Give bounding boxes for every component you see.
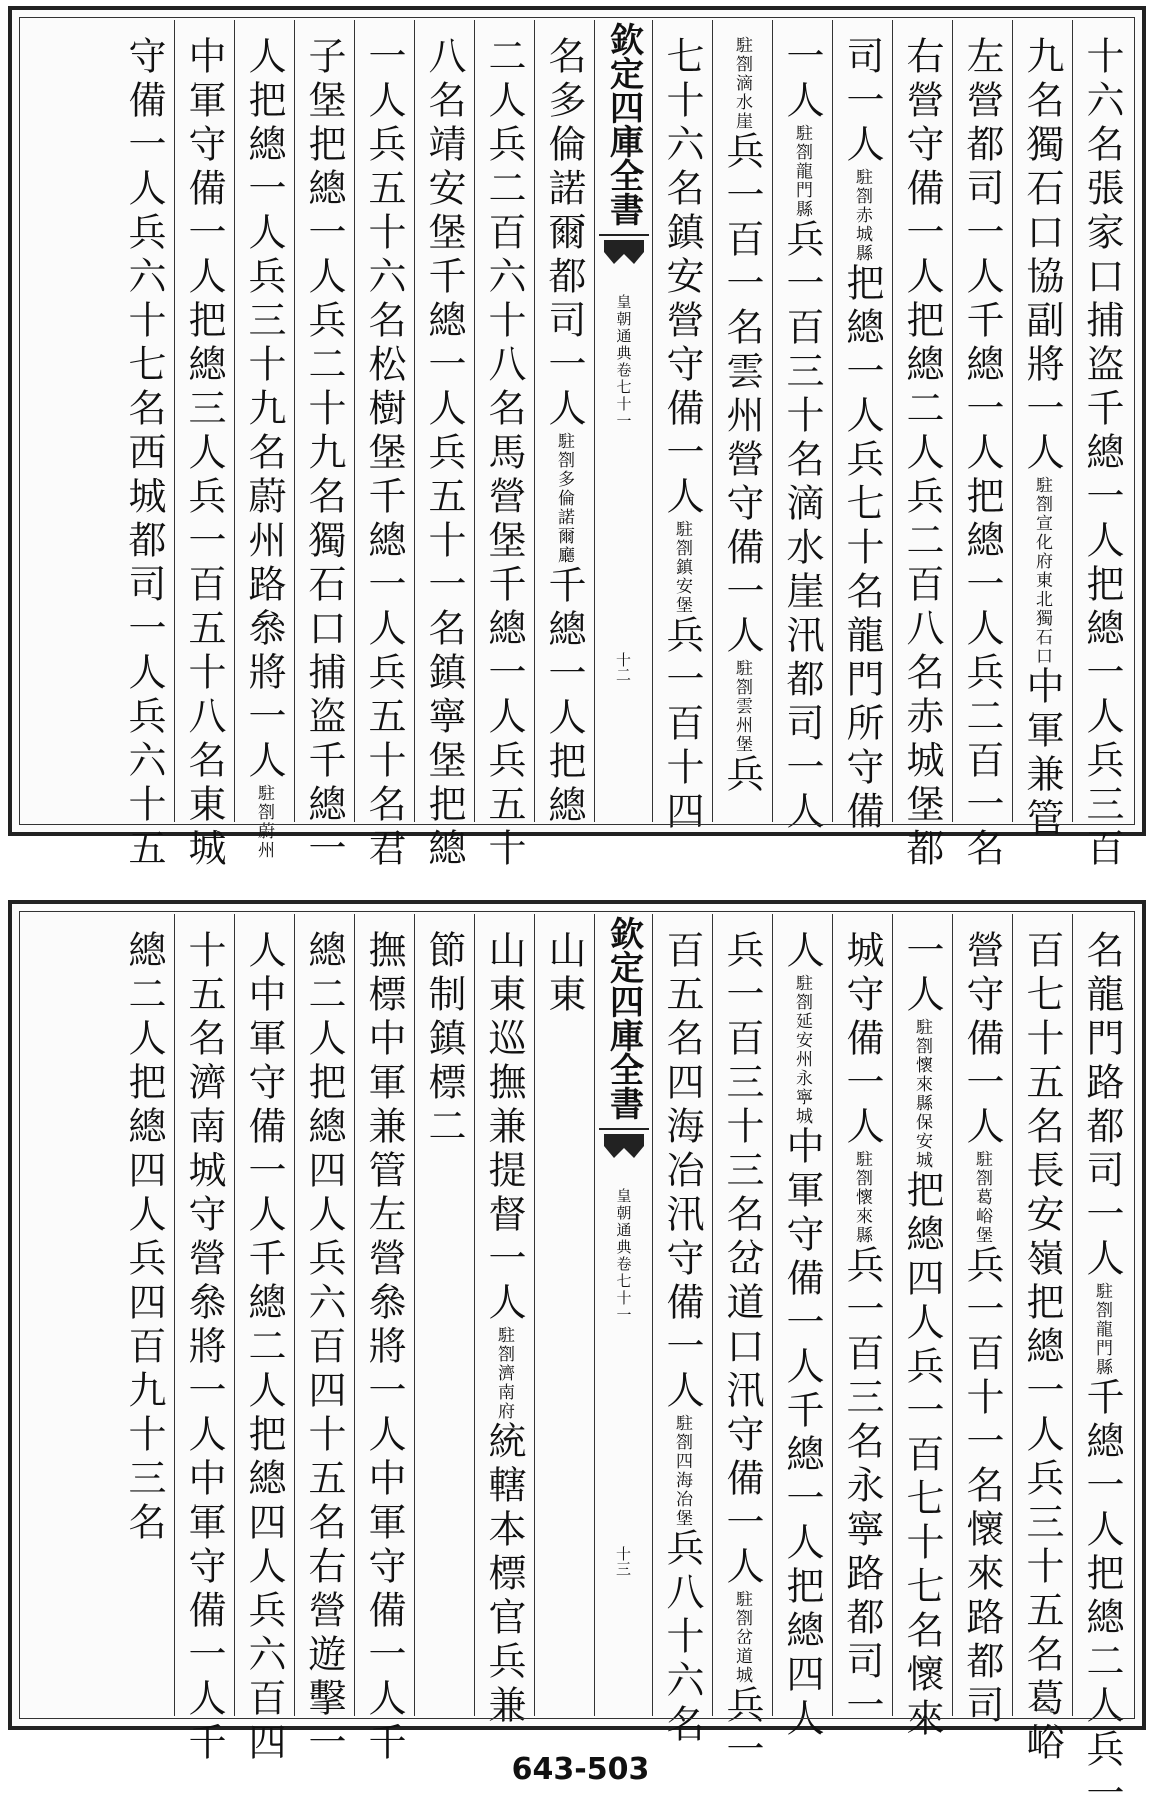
book-title: 欽定四庫全書 — [599, 22, 649, 236]
text-column — [534, 914, 594, 1716]
column-text: 十五名濟南城守營叅將一人中軍守備一人千 — [182, 930, 226, 1766]
annotation-note: 駐劄赤城縣 — [852, 168, 872, 263]
text-column — [474, 914, 534, 1729]
column-text: 城守備一人 — [840, 930, 884, 1150]
leaf-number: 十三 — [614, 1546, 632, 1576]
text-column — [952, 20, 1012, 872]
text-column — [174, 20, 234, 872]
column-text: 百五名四海冶汛守備一人 — [660, 930, 704, 1414]
annotation-note: 駐劄延安州永寧城 — [792, 974, 812, 1126]
text-column — [772, 20, 832, 835]
text-column — [832, 20, 892, 835]
volume-label: 皇朝通典卷七十一 — [614, 1188, 633, 1324]
text-column — [114, 20, 174, 872]
column-text: 兵 — [720, 754, 764, 798]
text-column — [534, 20, 594, 829]
annotation-note: 駐劄滴水崖 — [732, 36, 752, 131]
column-text: 中軍兼管 — [1020, 666, 1064, 842]
column-text: 名龍門路都司一人 — [1080, 930, 1124, 1282]
text-column — [114, 914, 174, 1716]
book-title: 欽定四庫全書 — [599, 916, 649, 1130]
column-text: 兵一百三名永寧路都司一 — [840, 1245, 884, 1729]
column-text: 人中軍守備一人千總二人把總四人兵六百四 — [242, 930, 286, 1766]
text-column — [892, 20, 952, 872]
text-column — [474, 20, 534, 872]
column-text: 總二人把總四人兵六百四十五名右營遊擊一 — [302, 930, 346, 1766]
annotation-note: 駐劄懷來縣保安城 — [912, 1018, 932, 1170]
annotation-note: 駐劄多倫諾爾廳 — [554, 432, 574, 565]
annotation-note: 駐劄葛峪堡 — [972, 1150, 992, 1245]
text-column — [234, 914, 294, 1766]
column-text: 中軍守備一人千總一人把總四人 — [780, 1126, 824, 1742]
column-text: 守備一人兵六十七名西城都司一人兵六十五 — [122, 36, 166, 872]
text-column — [174, 914, 234, 1766]
leaf-number: 十二 — [614, 652, 632, 682]
column-text: 子堡把總一人兵二十九名獨石口捕盗千總一 — [302, 36, 346, 872]
column-text: 人把總一人兵三十九名蔚州路叅將一人 — [242, 36, 286, 784]
column-text: 兵八十六名 — [660, 1528, 704, 1748]
text-column — [414, 914, 474, 1716]
annotation-note: 駐劄雲州堡 — [732, 659, 752, 754]
column-text: 八名靖安堡千總一人兵五十一名鎮寧堡把總 — [422, 36, 466, 872]
upper-page-columns — [22, 20, 1132, 872]
text-column — [952, 914, 1012, 1729]
fishtail-mark-icon — [602, 1132, 646, 1162]
center-fold-column — [594, 20, 652, 822]
annotation-note: 駐劄懷來縣 — [852, 1150, 872, 1245]
column-text: 九名獨石口協副將一人 — [1020, 36, 1064, 476]
column-text: 山東巡撫兼提督一人 — [482, 930, 526, 1326]
column-text: 統轄本標官兵兼 — [482, 1421, 526, 1729]
column-text: 千總一人把總二人兵一 — [1080, 1377, 1124, 1817]
annotation-note: 駐劄鎮安堡 — [672, 520, 692, 615]
text-column — [414, 20, 474, 872]
column-text: 把總四人兵一百七十七名懷來 — [900, 1170, 944, 1742]
annotation-note: 駐劄龍門縣 — [1092, 1282, 1112, 1377]
text-column — [354, 914, 414, 1766]
page-number-footer: 643-503 — [511, 1752, 650, 1787]
text-column — [712, 20, 772, 822]
column-text: 兵一百三十三名岔道口汛守備一人 — [720, 930, 764, 1590]
column-text: 人 — [780, 930, 824, 974]
annotation-note: 駐劄蔚州 — [254, 784, 274, 860]
column-text: 二人兵二百六十八名馬營堡千總一人兵五十 — [482, 36, 526, 872]
column-text: 名多倫諾爾都司一人 — [542, 36, 586, 432]
column-text: 一人 — [900, 930, 944, 1018]
column-text: 兵一百十一名懷來路都司 — [960, 1245, 1004, 1729]
text-column — [832, 914, 892, 1729]
column-text: 節制鎮標二 — [422, 930, 466, 1150]
column-text: 十六名張家口捕盗千總一人把總一人兵三百 — [1080, 36, 1124, 872]
annotation-note: 駐劄龍門縣 — [792, 124, 812, 219]
text-column — [294, 914, 354, 1766]
annotation-note: 駐劄岔道城 — [732, 1590, 752, 1685]
column-text: 一人 — [780, 36, 824, 124]
text-column — [1072, 20, 1132, 872]
column-text: 百七十五名長安嶺把總一人兵三十五名葛峪 — [1020, 930, 1064, 1766]
annotation-note: 駐劄濟南府 — [494, 1326, 514, 1421]
column-text: 營守備一人 — [960, 930, 1004, 1150]
upper-page — [8, 6, 1146, 872]
column-text: 總二人把總四人兵四百九十三名 — [122, 930, 166, 1546]
column-text: 兵一百一名雲州營守備一人 — [720, 131, 764, 659]
column-text: 司一人 — [840, 36, 884, 168]
column-text: 兵一 — [720, 1685, 764, 1773]
column-text: 左營都司一人千總一人把總一人兵二百一名 — [960, 36, 1004, 872]
text-column — [294, 20, 354, 872]
column-text: 中軍守備一人把總三人兵一百五十八名東城 — [182, 36, 226, 872]
column-text: 七十六名鎮安營守備一人 — [660, 36, 704, 520]
text-column — [234, 20, 294, 860]
annotation-note: 駐劄四海冶堡 — [672, 1414, 692, 1528]
column-text: 山東 — [542, 930, 586, 1018]
fishtail-mark-icon — [602, 238, 646, 268]
column-text: 撫標中軍兼管左營叅將一人中軍守備一人千 — [362, 930, 406, 1766]
volume-label: 皇朝通典卷七十一 — [614, 294, 633, 430]
column-text: 一人兵五十六名松樹堡千總一人兵五十名君 — [362, 36, 406, 872]
column-text: 把總一人兵七十名龍門所守備 — [840, 263, 884, 835]
text-column — [1072, 914, 1132, 1817]
text-column — [652, 20, 712, 835]
text-column — [1012, 914, 1072, 1766]
column-text: 兵一百三十名滴水崖汛都司一人 — [780, 219, 824, 835]
text-column — [712, 914, 772, 1773]
column-text: 千總一人把總 — [542, 565, 586, 829]
text-column — [354, 20, 414, 872]
column-text: 右營守備一人把總二人兵二百八名赤城堡都 — [900, 36, 944, 872]
annotation-note: 駐劄宣化府東北獨石口 — [1032, 476, 1052, 666]
text-column — [652, 914, 712, 1748]
text-column — [1012, 20, 1072, 842]
text-column — [892, 914, 952, 1742]
column-text: 兵一百十四 — [660, 615, 704, 835]
text-column — [772, 914, 832, 1742]
center-fold-column — [594, 914, 652, 1716]
